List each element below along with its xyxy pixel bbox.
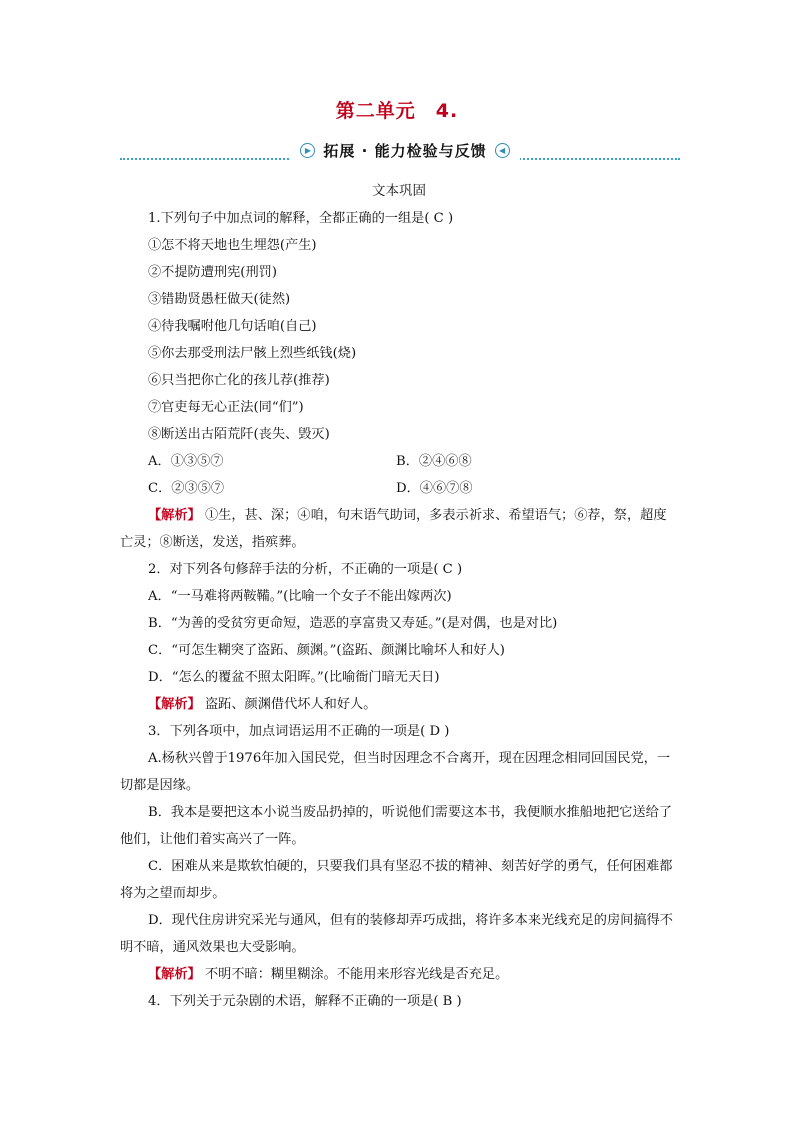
question-1-options-row [120,448,678,475]
question-1-item: ⑥只当把你亡化的孩儿荐(推荐) [148,373,330,388]
question-1-item: ⑧断送出古陌荒阡(丧失、毁灭) [148,427,330,442]
analysis-label: 【解析】 [148,697,201,712]
question-2-option-b: B．“为善的受贫穷更命短，造恶的享富贵又寿延。”(是对偶，也是对比) [148,616,558,631]
analysis-text: 不明不暗：糊里糊涂。不能用来形容光线是否充足。 [204,967,509,982]
section-banner [120,138,680,166]
question-2-option-a: A．“一马难将两鞍鞴。”(比喻一个女子不能出嫁两次) [148,589,452,604]
question-1-item: ⑦官吏每无心正法(同“们”) [148,400,304,415]
question-1-option-b: B．②④⑥⑧ [396,454,472,469]
question-3-option-c: C．困难从来是欺软怕硬的，只要我们具有坚忍不拔的精神、刻苦好学的勇气，任何困难都将为之望而却步。 [120,859,673,901]
analysis-text: 盗跖、颜渊借代坏人和好人。 [204,697,377,712]
play-left-icon: ◀ [495,143,510,158]
section-title: 文本巩固 [372,183,426,199]
question-1-item: ③错勘贤愚枉做天(徒然) [148,292,291,307]
analysis-text: ①生，甚、深；④咱，句末语气助词，多表示祈求、希望语气；⑥荐，祭，超度亡灵；⑧断送，发送，指殡葬。 [120,508,667,550]
question-2-option-d: D．“怎么的覆盆不照太阳晖。”(比喻衙门暗无天日) [148,670,440,685]
question-3-option-d: D．现代住房讲究采光与通风，但有的装修却弄巧成拙，将许多本来光线充足的房间搞得不明不暗，通风效果也大受影响。 [120,913,673,955]
question-2-stem: 2．对下列各句修辞手法的分析，不正确的一项是( C ) [148,562,463,577]
question-3-option-b: B．我本是要把这本小说当废品扔掉的，听说他们需要这本书，我便顺水推船地把它送给了他们，让他们着实高兴了一阵。 [120,805,672,847]
question-1-analysis [120,502,678,556]
page-title: 第二单元 4. [335,100,459,122]
banner-text: 拓展 · 能力检验与反馈 [323,141,487,160]
question-1-options-row [120,475,678,502]
question-2-analysis [120,691,678,718]
analysis-label: 【解析】 [148,508,201,523]
question-1-item: ④待我嘱咐他几句话咱(自己) [148,319,317,334]
question-3-stem: 3．下列各项中，加点词语运用不正确的一项是( D ) [148,724,450,739]
question-2-option-c: C．“可怎生糊突了盗跖、颜渊。”(盗跖、颜渊比喻坏人和好人) [148,643,505,658]
question-1-option-a: A．①③⑤⑦ [148,454,224,469]
question-1-item: ⑤你去那受刑法尸骸上烈些纸钱(烧) [148,346,357,361]
question-1-stem: 1.下列句子中加点词的解释，全都正确的一组是( C ) [148,211,454,226]
question-1-item: ①怎不将天地也生埋怨(产生) [148,238,317,253]
question-1-option-c: C．②③⑤⑦ [148,481,225,496]
question-1-item: ②不提防遭刑宪(刑罚) [148,265,277,280]
question-1-option-d: D．④⑥⑦⑧ [396,481,473,496]
analysis-label: 【解析】 [148,967,201,982]
question-3-analysis [120,961,678,988]
banner-label [290,138,520,162]
play-right-icon: ▶ [300,143,315,158]
question-4-stem: 4．下列关于元杂剧的术语，解释不正确的一项是( B ) [148,994,462,1009]
question-3-option-a: A.杨秋兴曾于1976年加入国民党，但当时因理念不合离开，现在因理念相同回国民党，一切都是因缘。 [120,751,671,793]
document-body [120,178,678,1015]
